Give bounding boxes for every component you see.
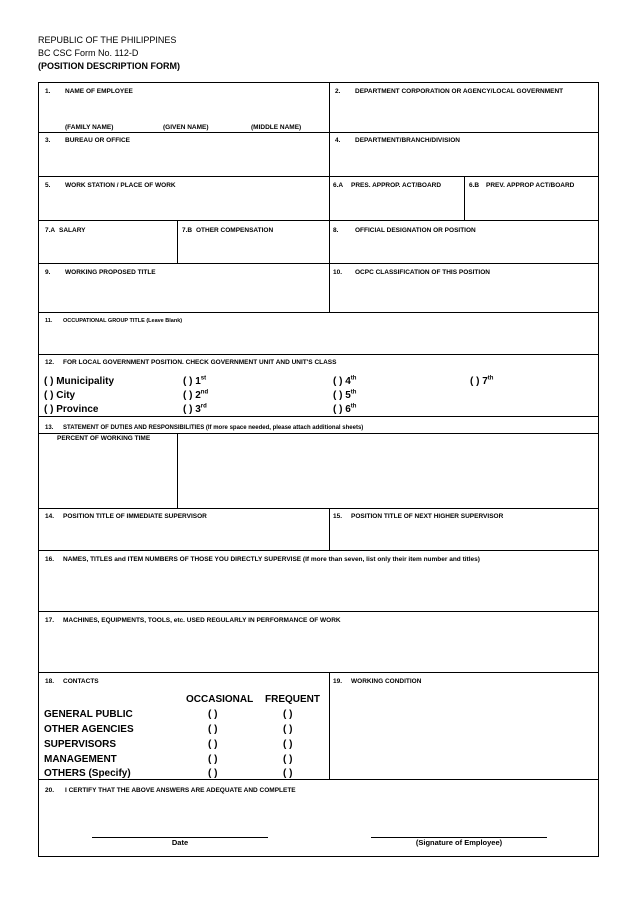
class-7th-option[interactable]: ( ) 7th <box>470 375 494 387</box>
item-7b-label: 7.B OTHER COMPENSATION <box>182 227 274 234</box>
header-republic: REPUBLIC OF THE PHILIPPINES <box>38 35 177 45</box>
item-20-label: 20. I CERTIFY THAT THE ABOVE ANSWERS ARE ADEQUATE AND COMPLETE <box>45 787 296 794</box>
date-label: Date <box>171 838 189 847</box>
unit-municipality-option[interactable]: ( ) Municipality <box>44 376 114 387</box>
row-9-10 <box>39 264 598 313</box>
header-form-number: BC CSC Form No. 112-D <box>38 48 139 58</box>
supervisors-occasional-checkbox[interactable]: ( ) <box>208 739 218 750</box>
item-8-label: 8. OFFICIAL DESIGNATION OR POSITION <box>333 227 476 234</box>
class-3rd-option[interactable]: ( ) 3rd <box>183 403 207 415</box>
item-7a-label: 7.A SALARY <box>45 227 86 234</box>
others-frequent-checkbox[interactable]: ( ) <box>283 768 293 779</box>
position-description-form <box>38 82 599 857</box>
item-9-label: 9. WORKING PROPOSED TITLE <box>45 269 156 276</box>
management-occasional-checkbox[interactable]: ( ) <box>208 754 218 765</box>
management-frequent-checkbox[interactable]: ( ) <box>283 754 293 765</box>
header-form-title: (POSITION DESCRIPTION FORM) <box>38 61 181 71</box>
item-11-label: 11. OCCUPATIONAL GROUP TITLE (Leave Blank) <box>45 318 183 324</box>
class-2nd-option[interactable]: ( ) 2nd <box>183 389 209 401</box>
class-4th-option[interactable]: ( ) 4th <box>333 375 357 387</box>
item-12-label: 12. FOR LOCAL GOVERNMENT POSITION. CHECK GOVERNMENT UNIT AND UNIT'S CLASS <box>45 359 337 366</box>
occasional-column-header: OCCASIONAL <box>186 694 254 705</box>
item-13-label: 13. STATEMENT OF DUTIES AND RESPONSIBILITIES (If more space needed, please attach additional sheets) <box>45 425 364 431</box>
middle-name-caption: (MIDDLE NAME) <box>251 124 302 131</box>
unit-province-option[interactable]: ( ) Province <box>44 404 99 415</box>
item-2-label: 2. DEPARTMENT CORPORATION OR AGENCY/LOCAL GOVERNMENT <box>335 88 564 95</box>
item-17-label: 17. MACHINES, EQUIPMENTS, TOOLS, etc. USED REGULARLY IN PERFORMANCE OF WORK <box>45 617 341 624</box>
class-1st-option[interactable]: ( ) 1st <box>183 375 207 387</box>
other-agencies-frequent-checkbox[interactable]: ( ) <box>283 724 293 735</box>
frequent-column-header: FREQUENT <box>265 694 320 705</box>
item-16-label: 16. NAMES, TITLES and ITEM NUMBERS OF THOSE YOU DIRECTLY SUPERVISE (If more than seven, list only their item number and titles) <box>45 556 480 563</box>
row-17 <box>39 612 598 673</box>
row-16 <box>39 551 598 612</box>
item-3-label: 3. BUREAU OR OFFICE <box>45 137 130 144</box>
contact-general-public-label: GENERAL PUBLIC <box>44 709 133 720</box>
item-1-label: 1. NAME OF EMPLOYEE <box>45 88 133 95</box>
item-15-label: 15. POSITION TITLE OF NEXT HIGHER SUPERVISOR <box>333 513 504 520</box>
other-agencies-occasional-checkbox[interactable]: ( ) <box>208 724 218 735</box>
row-7-8 <box>39 221 598 264</box>
class-6th-option[interactable]: ( ) 6th <box>333 403 357 415</box>
item-6a-label: 6.A PRES. APPROP. ACT/BOARD <box>333 182 442 189</box>
row-12 <box>39 355 598 417</box>
item-5-label: 5. WORK STATION / PLACE OF WORK <box>45 182 176 189</box>
item-4-label: 4. DEPARTMENT/BRANCH/DIVISION <box>335 137 460 144</box>
row-5-6 <box>39 177 598 221</box>
row-18-19 <box>39 673 598 780</box>
unit-city-option[interactable]: ( ) City <box>44 390 76 401</box>
given-name-caption: (GIVEN NAME) <box>163 124 209 131</box>
contact-others-label: OTHERS (Specify) <box>44 768 131 779</box>
item-6b-label: 6.B PREV. APPROP ACT/BOARD <box>469 182 575 189</box>
others-occasional-checkbox[interactable]: ( ) <box>208 768 218 779</box>
item-19-label: 19. WORKING CONDITION <box>333 678 422 685</box>
row-13 <box>39 417 598 509</box>
row-11 <box>39 313 598 355</box>
item-10-label: 10. OCPC CLASSIFICATION OF THIS POSITION <box>333 269 490 276</box>
row-1-2 <box>39 83 598 133</box>
supervisors-frequent-checkbox[interactable]: ( ) <box>283 739 293 750</box>
row-20 <box>39 780 598 857</box>
class-5th-option[interactable]: ( ) 5th <box>333 389 357 401</box>
family-name-caption: (FAMILY NAME) <box>65 124 114 131</box>
contact-management-label: MANAGEMENT <box>44 754 117 765</box>
contact-other-agencies-label: OTHER AGENCIES <box>44 724 134 735</box>
general-public-occasional-checkbox[interactable]: ( ) <box>208 709 218 720</box>
row-3-4 <box>39 133 598 177</box>
row-14-15 <box>39 509 598 551</box>
item-14-label: 14. POSITION TITLE OF IMMEDIATE SUPERVISOR <box>45 513 207 520</box>
contact-supervisors-label: SUPERVISORS <box>44 739 117 750</box>
general-public-frequent-checkbox[interactable]: ( ) <box>283 709 293 720</box>
percent-working-time-label: PERCENT OF WORKING TIME <box>57 435 151 442</box>
item-18-label: 18. CONTACTS <box>45 678 99 685</box>
signature-label: (Signature of Employee) <box>415 838 503 847</box>
